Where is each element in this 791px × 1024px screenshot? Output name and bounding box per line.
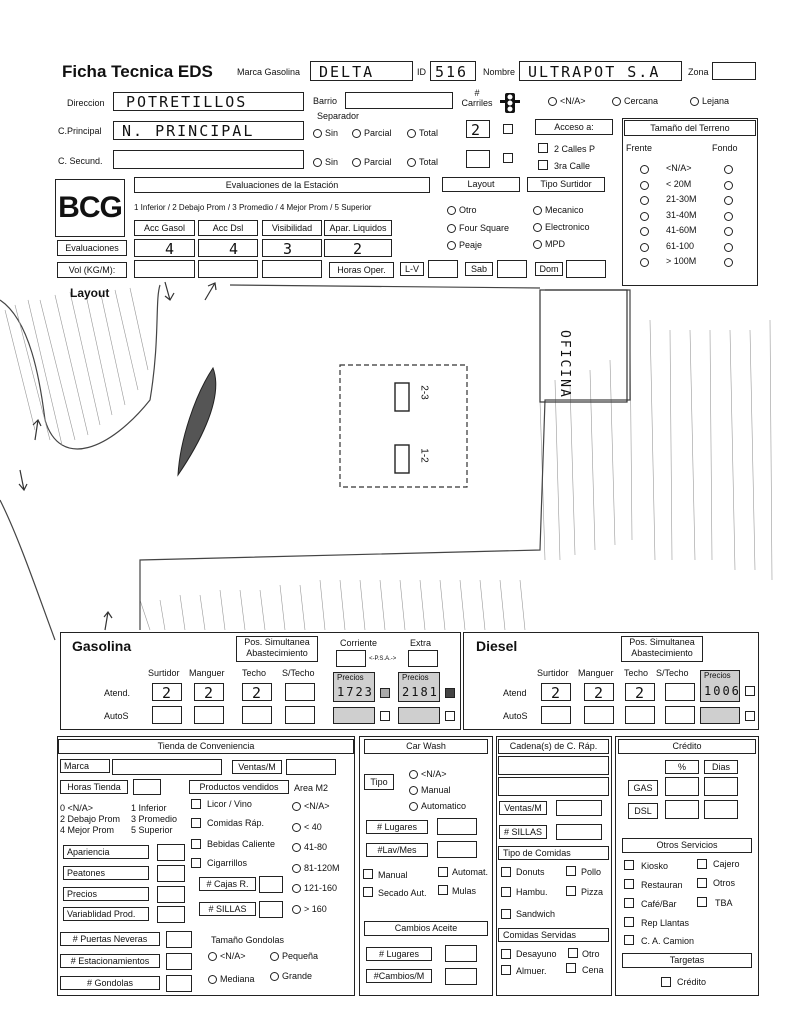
gas-techo-h: Techo <box>242 668 267 678</box>
sab-label: Sab <box>465 262 493 276</box>
terreno-fondo-radio[interactable] <box>724 243 733 252</box>
rating-row-field[interactable] <box>157 906 185 923</box>
desayuno-check[interactable] <box>501 949 511 959</box>
dom-label: Dom <box>535 262 563 276</box>
dsl-surtidor-autos[interactable] <box>541 706 571 724</box>
puertas-field[interactable] <box>166 931 192 948</box>
pizza-label: Pizza <box>581 887 604 897</box>
carwash-tipo-label: Tipo <box>364 774 394 790</box>
area-option[interactable]: 121-160 <box>292 883 337 893</box>
frente-label: Frente <box>626 143 653 153</box>
tienda-sillas-field[interactable] <box>259 901 283 918</box>
product-check[interactable] <box>191 839 201 849</box>
carwash-automat-label: Automat. <box>452 867 489 877</box>
dsl-stecho-atend[interactable] <box>665 683 695 701</box>
marca-label: Marca Gasolina <box>237 67 301 77</box>
dsl-autos-label: AutoS <box>503 711 528 721</box>
acceso-title: Acceso a: <box>535 119 613 135</box>
layout-foursquare-option[interactable]: Four Square <box>447 223 509 233</box>
dsl-manguer-h: Manguer <box>578 668 614 678</box>
terreno-option-label: > 100M <box>666 256 697 266</box>
aceite-cambios-label: #Cambios/M <box>366 969 432 983</box>
almuer-check[interactable] <box>501 965 511 975</box>
pollo-label: Pollo <box>581 867 602 877</box>
product-check[interactable] <box>191 858 201 868</box>
cafe-check[interactable] <box>624 898 634 908</box>
gas-techo-atend[interactable]: 2 <box>242 683 272 701</box>
gondolas-field[interactable] <box>166 975 192 992</box>
cena-check[interactable] <box>566 963 576 973</box>
donuts-check[interactable] <box>501 867 511 877</box>
acceso-2calles-label: 2 Calles P <box>554 144 596 154</box>
dsl-surtidor-h: Surtidor <box>537 668 569 678</box>
product-check[interactable] <box>191 799 201 809</box>
terreno-frente-radio[interactable] <box>640 227 649 236</box>
carriles-principal-check[interactable] <box>503 124 513 134</box>
gas-techo-autos[interactable] <box>242 706 272 724</box>
aceite-lugares-field[interactable] <box>445 945 477 962</box>
tipo-electronico-option[interactable]: Electronico <box>533 222 590 232</box>
vol-gasol-field[interactable] <box>134 260 195 278</box>
diesel-precio-autos[interactable] <box>700 707 740 724</box>
rating-row-field[interactable] <box>157 886 185 903</box>
terreno-option-label: 21-30M <box>666 194 697 204</box>
restauran-label: Restauran <box>641 880 683 890</box>
oficina-label: OFICINA <box>557 330 572 399</box>
carwash-mulas-label: Mulas <box>452 886 477 896</box>
desayuno-label: Desayuno <box>516 949 557 959</box>
separador-label: Separador <box>317 111 360 121</box>
evaluaciones-title: Evaluaciones de la Estación <box>134 177 430 193</box>
cajas-label: # Cajas R. <box>199 877 256 891</box>
rating-row-label: Apariencia <box>63 845 149 859</box>
carwash-manual-check[interactable] <box>363 869 373 879</box>
carwash-na-option[interactable]: <N/A> <box>409 769 447 779</box>
carwash-secado-check[interactable] <box>363 887 373 897</box>
corriente-precio-autos[interactable] <box>333 707 375 724</box>
estacionamientos-field[interactable] <box>166 953 192 970</box>
terreno-fondo-radio[interactable] <box>724 165 733 174</box>
sep-secund-parcial[interactable]: Parcial <box>352 157 392 167</box>
island-label-2: 1-2 <box>418 448 430 463</box>
otro-label: Otro <box>582 949 600 959</box>
corriente-autos-check[interactable] <box>380 711 390 721</box>
cadena-title: Cadena(s) de C. Ráp. <box>498 739 609 754</box>
gas-stecho-autos[interactable] <box>285 706 315 724</box>
rating-row-field[interactable] <box>157 865 185 882</box>
rep-llantas-check[interactable] <box>624 917 634 927</box>
gas-surtidor-h: Surtidor <box>148 668 180 678</box>
terreno-option-label: <N/A> <box>666 163 692 173</box>
carwash-secado-label: Secado Aut. <box>378 888 427 898</box>
diesel-autos-check[interactable] <box>745 711 755 721</box>
terreno-frente-radio[interactable] <box>640 196 649 205</box>
rating-row-label: Peatones <box>63 866 149 880</box>
hambu-label: Hambu. <box>516 887 548 897</box>
direccion-label: Direccion <box>67 98 105 108</box>
aceite-title: Cambios Aceite <box>364 921 488 936</box>
tipo-surtidor-title: Tipo Surtidor <box>527 177 605 192</box>
tba-label: TBA <box>715 898 733 908</box>
gasolina-pos-title: Pos. Simultanea Abastecimiento <box>236 636 318 662</box>
barrio-label: Barrio <box>313 96 338 106</box>
tipo-comidas-title: Tipo de Comidas <box>498 846 609 860</box>
tienda-ventas-label: Ventas/M <box>232 760 282 774</box>
bcg-logo: BCG <box>55 179 125 237</box>
diesel-precio-check[interactable] <box>745 686 755 696</box>
extra-pos-field[interactable] <box>408 650 438 667</box>
dsl-atend-label: Atend <box>503 688 527 698</box>
acceso-3ra-label: 3ra Calle <box>554 161 591 171</box>
corriente-pos-field[interactable] <box>336 650 366 667</box>
terreno-option-label: 31-40M <box>666 209 697 220</box>
dsl-stecho-h: S/Techo <box>656 668 689 678</box>
sandwich-check[interactable] <box>501 909 511 919</box>
product-label: Licor / Vino <box>207 799 252 809</box>
cprincipal-label: C.Principal <box>58 126 102 136</box>
cprincipal-field[interactable]: N. PRINCIPAL <box>113 121 304 140</box>
area-option[interactable]: < 40 <box>292 822 322 832</box>
dsl-techo-autos[interactable] <box>625 706 655 724</box>
diesel-precio-field[interactable]: Precios 1006 <box>700 670 740 702</box>
acc-gasol-value[interactable]: 4 <box>134 239 195 257</box>
cadena-ventas-field[interactable] <box>556 800 602 816</box>
gas-atend-label: Atend. <box>104 688 131 698</box>
cajero-label: Cajero <box>713 859 740 869</box>
cadena-sillas-label: # SILLAS <box>499 825 547 839</box>
layout-peaje-option[interactable]: Peaje <box>447 240 482 250</box>
zona-field[interactable] <box>712 62 756 80</box>
extra-precio-check[interactable] <box>445 688 455 698</box>
terreno-fondo-radio[interactable] <box>724 181 733 190</box>
aceite-cambios-field[interactable] <box>445 968 477 985</box>
credito-pct-header: % <box>665 760 699 774</box>
pollo-check[interactable] <box>566 866 576 876</box>
vol-label: Vol (KG/M): <box>57 262 127 278</box>
id-field[interactable]: 516 <box>430 61 476 81</box>
scale-legend-item: 5 Superior <box>131 825 173 835</box>
tienda-marca-label: Marca <box>60 759 110 773</box>
credito-dsl-dias[interactable] <box>704 800 738 819</box>
scale-legend-item: 1 Inferior <box>131 803 167 813</box>
aceite-lugares-label: # Lugares <box>366 947 432 961</box>
horas-oper-label: Horas Oper. <box>329 262 394 278</box>
vol-dsl-field[interactable] <box>198 260 258 278</box>
dsl-manguer-autos[interactable] <box>584 706 614 724</box>
sep-secund-total[interactable]: Total <box>407 157 438 167</box>
carwash-lugares-field[interactable] <box>437 818 477 835</box>
pizza-check[interactable] <box>566 886 576 896</box>
tienda-ventas-field[interactable] <box>286 759 336 775</box>
acceso-2calles-check[interactable] <box>538 143 548 153</box>
carwash-manual-label: Manual <box>378 870 408 880</box>
traffic-light-icon <box>500 92 520 114</box>
terreno-frente-radio[interactable] <box>640 181 649 190</box>
lv-label: L-V <box>400 262 424 276</box>
nombre-field[interactable]: ULTRAPOT S.A <box>519 61 682 81</box>
terreno-option-label: 41-60M <box>666 225 697 235</box>
targetas-title: Targetas <box>622 953 752 968</box>
rep-llantas-label: Rep Llantas <box>641 918 690 928</box>
ca-camion-check[interactable] <box>624 935 634 945</box>
cajas-field[interactable] <box>259 876 283 893</box>
dom-field[interactable] <box>566 260 606 278</box>
area-option[interactable]: 41-80 <box>292 842 327 852</box>
product-label: Cigarrillos <box>207 858 248 868</box>
cadena-field-2[interactable] <box>498 777 609 796</box>
carriles-secund-check[interactable] <box>503 153 513 163</box>
layout-section-label: Layout <box>70 286 110 300</box>
dsl-surtidor-atend[interactable]: 2 <box>541 683 571 701</box>
dsl-stecho-autos[interactable] <box>665 706 695 724</box>
apar-liquidos-header: Apar. Liquidos <box>324 220 392 236</box>
visibilidad-value[interactable]: 3 <box>262 239 322 257</box>
diesel-pos-title: Pos. Simultanea Abastecimiento <box>621 636 703 662</box>
carriles-principal-field[interactable]: 2 <box>466 120 490 138</box>
sandwich-label: Sandwich <box>516 909 556 919</box>
terreno-fondo-radio[interactable] <box>724 212 733 221</box>
direccion-field[interactable]: POTRETILLOS <box>113 92 304 111</box>
acceso-3ra-check[interactable] <box>538 160 548 170</box>
gondolas-label: # Gondolas <box>60 976 160 990</box>
dsl-manguer-atend[interactable]: 2 <box>584 683 614 701</box>
diesel-title: Diesel <box>476 638 518 654</box>
gasolina-title: Gasolina <box>72 638 132 654</box>
layout-title: Layout <box>442 177 520 192</box>
cadena-sillas-field[interactable] <box>556 824 602 840</box>
csecund-field[interactable] <box>113 150 304 169</box>
carwash-mulas-check[interactable] <box>438 885 448 895</box>
comidas-servidas-title: Comidas Servidas <box>498 928 609 942</box>
vol-extra-field[interactable] <box>262 260 322 278</box>
terreno-title: Tamaño del Terreno <box>624 120 756 136</box>
credito-card-label: Crédito <box>677 977 707 987</box>
area-option[interactable]: > 160 <box>292 904 327 914</box>
scale-legend-item: 0 <N/A> <box>60 803 94 813</box>
gas-stecho-h: S/Techo <box>282 668 315 678</box>
evaluaciones-row-label: Evaluaciones <box>57 240 127 256</box>
kiosko-label: Kiosko <box>641 861 669 871</box>
restauran-check[interactable] <box>624 879 634 889</box>
sab-field[interactable] <box>497 260 527 278</box>
terreno-option-label: 61-100 <box>666 240 695 251</box>
hambu-check[interactable] <box>501 887 511 897</box>
extra-precio-field[interactable]: Precios 2181 <box>398 672 440 702</box>
otros-label: Otros <box>713 878 736 888</box>
terreno-frente-radio[interactable] <box>640 212 649 221</box>
otros-check[interactable] <box>697 878 707 888</box>
gas-manguer-h: Manguer <box>189 668 225 678</box>
cena-label: Cena <box>582 965 604 975</box>
distance-lejana-option[interactable]: Lejana <box>690 96 729 106</box>
carwash-auto-option[interactable]: Automatico <box>409 801 466 811</box>
terreno-fondo-radio[interactable] <box>724 196 733 205</box>
cadena-ventas-label: Ventas/M <box>499 801 547 815</box>
dsl-techo-h: Techo <box>624 668 649 678</box>
credito-dsl-pct[interactable] <box>665 800 699 819</box>
scale-legend-item: 2 Debajo Prom <box>60 814 121 824</box>
horas-tienda-field[interactable] <box>133 779 161 795</box>
gas-surtidor-atend[interactable]: 2 <box>152 683 182 701</box>
tam-grande-option[interactable]: Grande <box>270 971 312 981</box>
credito-card-check[interactable] <box>661 977 671 987</box>
carwash-title: Car Wash <box>364 739 488 754</box>
puertas-label: # Puertas Neveras <box>60 932 160 946</box>
almuer-label: Almuer. <box>516 966 547 976</box>
gas-autos-label: AutoS <box>104 711 129 721</box>
gas-stecho-atend[interactable] <box>285 683 315 701</box>
evaluaciones-scale: 1 Inferior / 2 Debajo Prom / 3 Promedio / 4 Mejor Prom / 5 Superior <box>134 203 372 212</box>
tipo-mecanico-option[interactable]: Mecanico <box>533 205 584 215</box>
terreno-option-label: < 20M <box>666 178 692 189</box>
rating-row-label: Precios <box>63 887 149 901</box>
dsl-techo-atend[interactable]: 2 <box>625 683 655 701</box>
cajero-check[interactable] <box>697 859 707 869</box>
extra-autos-check[interactable] <box>445 711 455 721</box>
tba-check[interactable] <box>697 897 707 907</box>
tipo-mpd-option[interactable]: MPD <box>533 239 565 249</box>
distance-na-option[interactable]: <N/A> <box>548 96 586 106</box>
tienda-marca-field[interactable] <box>112 759 222 775</box>
carriles-secund-field[interactable] <box>466 150 490 168</box>
carriles-label: # Carriles <box>461 88 493 108</box>
donuts-label: Donuts <box>516 867 545 877</box>
tam-gondolas-title: Tamaño Gondolas <box>211 935 285 945</box>
terreno-frente-radio[interactable] <box>640 243 649 252</box>
credito-gas-pct[interactable] <box>665 777 699 796</box>
credito-gas-label: GAS <box>628 780 658 796</box>
barrio-field[interactable] <box>345 92 453 109</box>
horas-tienda-label: Horas Tienda <box>60 780 128 794</box>
kiosko-check[interactable] <box>624 860 634 870</box>
tam-pequena-option[interactable]: Pequeña <box>270 951 318 961</box>
credito-title: Crédito <box>618 739 756 754</box>
apar-liquidos-value[interactable]: 2 <box>324 239 392 257</box>
sep-secund-sin[interactable]: Sin <box>313 157 338 167</box>
credito-gas-dias[interactable] <box>704 777 738 796</box>
acc-dsl-header: Acc Dsl <box>198 220 258 236</box>
ca-camion-label: C. A. Camion <box>641 936 695 946</box>
visibilidad-header: Visibilidad <box>262 220 322 236</box>
product-check[interactable] <box>191 818 201 828</box>
id-label: ID <box>417 67 426 77</box>
distance-cercana-option[interactable]: Cercana <box>612 96 658 106</box>
acc-gasol-header: Acc Gasol <box>134 220 195 236</box>
extra-label: Extra <box>410 638 432 648</box>
sep-principal-sin[interactable]: Sin <box>313 128 338 138</box>
terreno-frente-radio[interactable] <box>640 165 649 174</box>
gas-manguer-atend[interactable]: 2 <box>194 683 224 701</box>
tienda-title: Tienda de Conveniencia <box>58 739 354 754</box>
tam-mediana-option[interactable]: Mediana <box>208 974 255 984</box>
tam-na-option[interactable]: <N/A> <box>208 951 246 961</box>
area-option[interactable]: 81-120M <box>292 863 340 873</box>
rating-row-field[interactable] <box>157 844 185 861</box>
fondo-label: Fondo <box>712 143 738 153</box>
island-label-1: 2-3 <box>418 385 430 400</box>
terreno-fondo-radio[interactable] <box>724 227 733 236</box>
product-label: Comidas Ráp. <box>207 818 265 828</box>
tienda-sillas-label: # SILLAS <box>199 902 256 916</box>
zona-label: Zona <box>688 67 709 77</box>
gas-manguer-autos[interactable] <box>194 706 224 724</box>
acc-dsl-value[interactable]: 4 <box>198 239 258 257</box>
carwash-lavmes-label: #Lav/Mes <box>366 843 428 857</box>
otros-servicios-title: Otros Servicios <box>622 838 752 853</box>
carwash-lugares-label: # Lugares <box>366 820 428 834</box>
productos-label: Productos vendidos <box>189 780 289 794</box>
credito-dsl-label: DSL <box>628 803 658 819</box>
area-option[interactable]: <N/A> <box>292 801 330 811</box>
cafe-label: Café/Bar <box>641 899 677 909</box>
carwash-lavmes-field[interactable] <box>437 841 477 858</box>
corriente-label: Corriente <box>340 638 378 648</box>
terreno-fondo-radio[interactable] <box>724 258 733 267</box>
layout-otro-option[interactable]: Otro <box>447 205 477 215</box>
rating-row-label: Variablidad Prod. <box>63 907 149 921</box>
nombre-label: Nombre <box>483 67 516 77</box>
scale-legend-item: 4 Mejor Prom <box>60 825 115 835</box>
credito-dias-header: Dias <box>704 760 738 774</box>
terreno-frente-radio[interactable] <box>640 258 649 267</box>
sep-principal-parcial[interactable]: Parcial <box>352 128 392 138</box>
extra-precio-autos[interactable] <box>398 707 440 724</box>
corriente-precio-check[interactable] <box>380 688 390 698</box>
product-label: Bebidas Caliente <box>207 839 276 849</box>
carwash-automat-check[interactable] <box>438 867 448 877</box>
lv-field[interactable] <box>428 260 458 278</box>
page-title: Ficha Tecnica EDS <box>62 62 213 81</box>
corriente-precio-field[interactable]: Precios 1723 <box>333 672 375 702</box>
csecund-label: C. Secund. <box>58 156 103 166</box>
area-label: Area M2 <box>294 783 329 793</box>
psa-label: <-P.S.A.-> <box>369 656 397 662</box>
sep-principal-total[interactable]: Total <box>407 128 438 138</box>
gas-surtidor-autos[interactable] <box>152 706 182 724</box>
scale-legend-item: 3 Promedio <box>131 814 178 824</box>
carwash-manual-option[interactable]: Manual <box>409 785 451 795</box>
marca-field[interactable]: DELTA <box>310 61 413 81</box>
cadena-field-1[interactable] <box>498 756 609 775</box>
otro-check[interactable] <box>568 948 578 958</box>
estacionamientos-label: # Estacionamientos <box>60 954 160 968</box>
